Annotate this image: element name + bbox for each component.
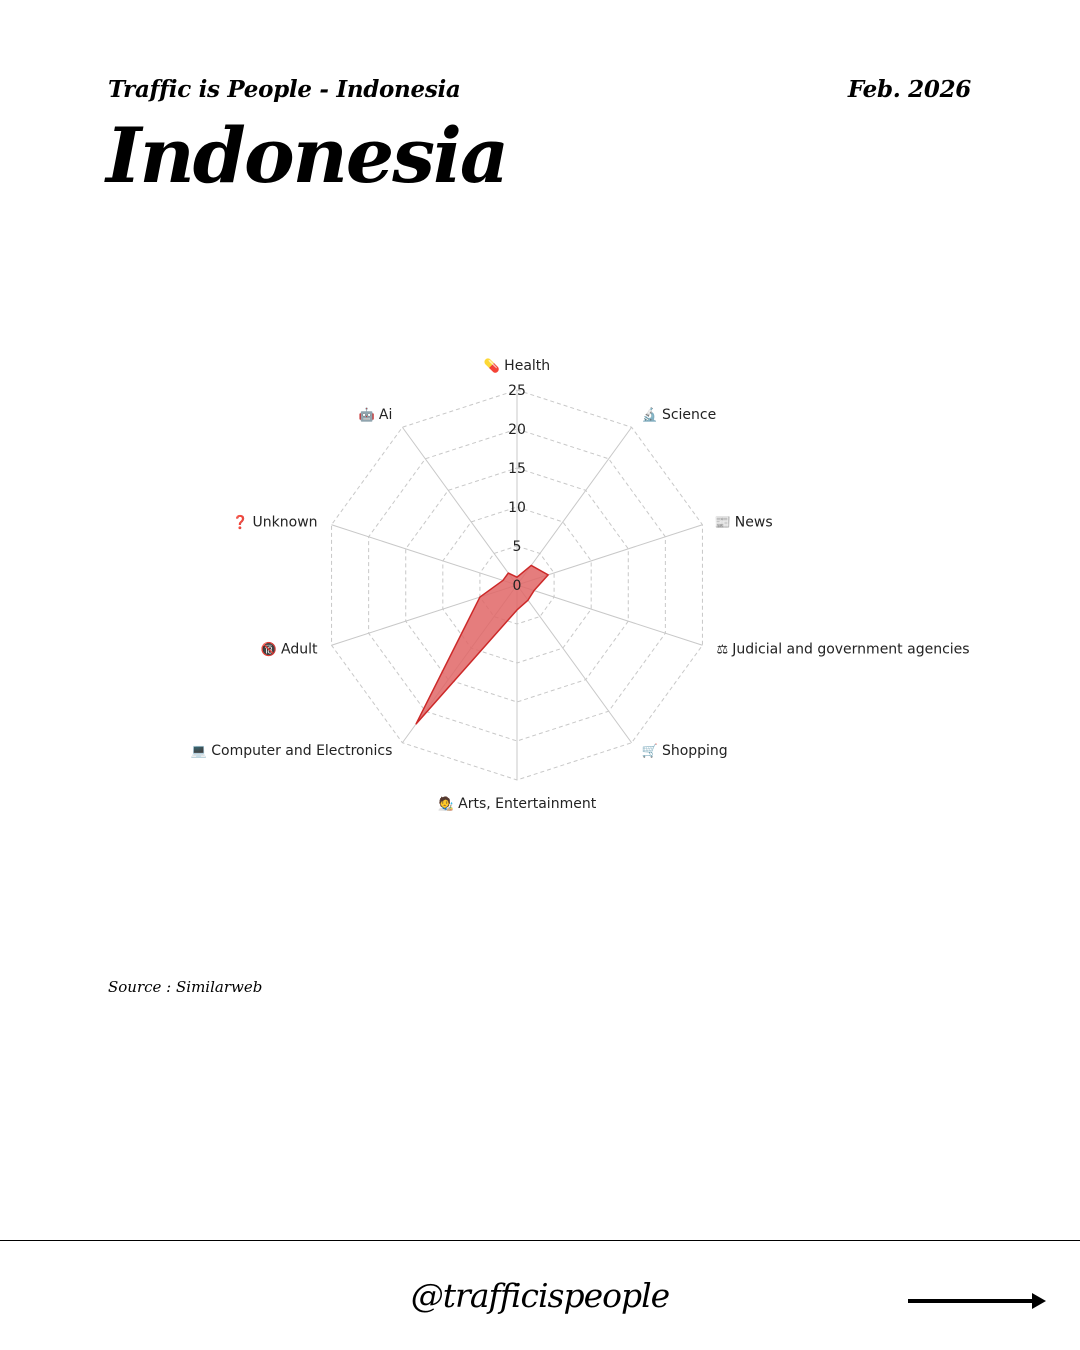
tick-label: 0 — [512, 578, 522, 594]
question-mark-icon: ❓ — [232, 515, 253, 531]
robot-icon: 🤖 — [358, 408, 379, 424]
axis-labels — [191, 357, 970, 812]
grid-spoke — [517, 427, 632, 585]
svg-text:🧑‍🎨 Arts, Entertainment — [438, 795, 597, 812]
axis-label-text: Unknown — [252, 514, 318, 531]
axis-label-text: Shopping — [661, 742, 728, 759]
grid-spoke — [402, 427, 517, 585]
axis-label-text: Judicial and government agencies — [732, 641, 970, 658]
right-arrow-icon[interactable] — [908, 1290, 1048, 1312]
axis-label-unknown — [232, 515, 317, 531]
svg-text:🔬 Science — [642, 406, 717, 423]
axis-label-text: Ai — [378, 407, 393, 424]
newspaper-icon: 📰 — [714, 515, 735, 531]
svg-text:💻 Computer and Electronics — [191, 743, 392, 759]
axis-label-judicial-and-government-agencies — [716, 641, 969, 657]
svg-text:🛒 Shopping — [642, 743, 728, 759]
svg-text:🔞 Adult — [261, 641, 318, 657]
subtitle: Traffic is People - Indonesia — [108, 76, 461, 103]
no-under-18-icon: 🔞 — [260, 642, 282, 658]
svg-text:🤖 Ai — [359, 407, 393, 423]
axis-label-science — [642, 406, 717, 423]
axis-label-text: Arts, Entertainment — [458, 796, 597, 812]
tick-label: 20 — [508, 422, 526, 438]
artist-icon: 🧑‍🎨 — [437, 797, 459, 812]
date-label: Feb. 2026 — [847, 76, 971, 103]
axis-label-news — [714, 515, 772, 531]
svg-text:⚖ Judicial and government agen — [716, 641, 969, 657]
svg-text:❓ Unknown — [232, 515, 317, 531]
axis-label-text: Health — [504, 358, 551, 374]
tick-label: 25 — [508, 383, 526, 399]
svg-text:💊 Health — [484, 357, 550, 374]
social-handle: @trafficispeople — [410, 1276, 670, 1315]
tick-label: 15 — [508, 461, 526, 477]
axis-label-ai — [359, 407, 393, 423]
microscope-icon: 🔬 — [641, 408, 662, 424]
svg-text:📰 News — [714, 515, 772, 531]
source-note: Source : Similarweb — [108, 978, 263, 996]
axis-label-text: Adult — [281, 641, 318, 658]
grid-spoke — [517, 585, 632, 743]
axis-label-text: Science — [661, 407, 717, 424]
axis-label-text: News — [734, 514, 773, 531]
series-area — [416, 565, 548, 723]
tick-label: 10 — [508, 500, 526, 516]
axis-label-shopping — [642, 743, 728, 759]
grid-spoke — [332, 525, 517, 585]
axis-label-health — [484, 357, 550, 374]
axis-label-arts-entertainment — [438, 795, 597, 812]
axis-label-text: Computer and Electronics — [211, 742, 393, 759]
laptop-icon: 💻 — [190, 743, 212, 759]
scales-icon: ⚖ — [716, 642, 733, 658]
grid-spoke — [517, 585, 702, 645]
axis-label-adult — [261, 641, 318, 657]
radar-series — [416, 565, 548, 723]
footer-divider — [0, 1240, 1080, 1241]
axis-label-computer-and-electronics — [191, 743, 392, 759]
pill-icon: 💊 — [483, 359, 505, 374]
page-title: Indonesia — [106, 111, 508, 200]
tick-label: 5 — [512, 539, 522, 555]
shopping-cart-icon: 🛒 — [641, 743, 662, 759]
